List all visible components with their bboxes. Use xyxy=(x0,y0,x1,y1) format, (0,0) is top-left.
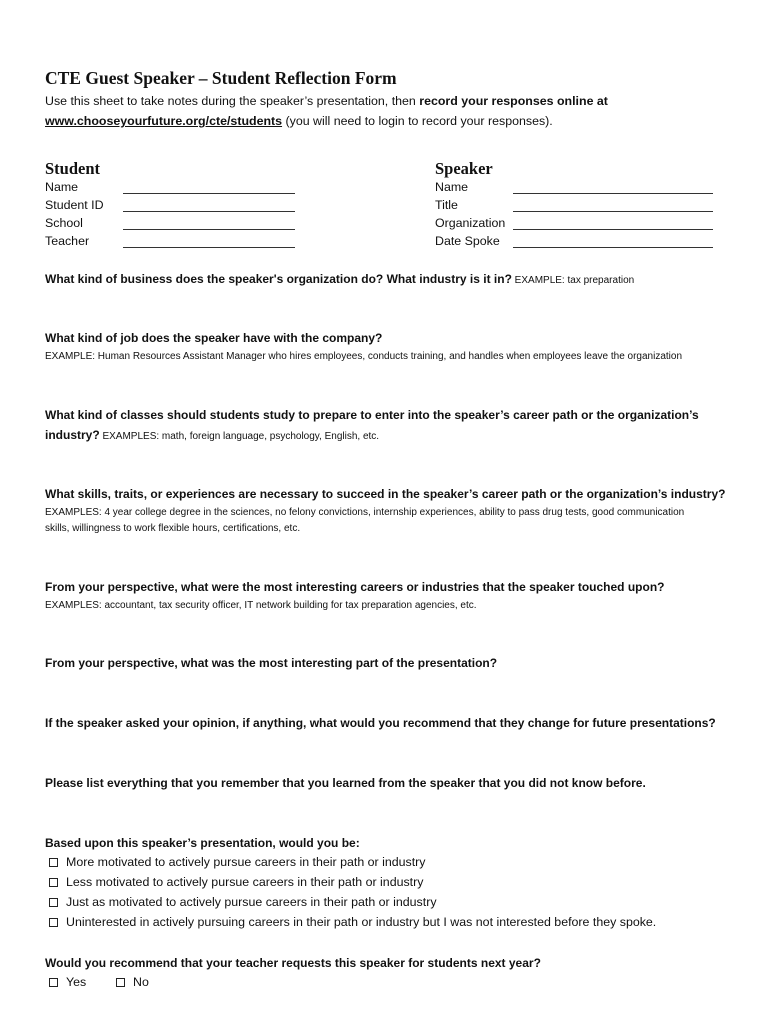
student-school-label: School xyxy=(45,216,83,230)
question-careers: From your perspective, what were the most interesting careers or industries that the speaker touched upon? xyxy=(45,580,665,594)
intro-rest-text: (you will need to login to record your responses). xyxy=(282,114,553,128)
speaker-heading: Speaker xyxy=(435,159,493,178)
speaker-name-label: Name xyxy=(435,180,469,194)
question-classes-line-1: What kind of classes should students study to prepare to enter into the speaker’s career path or the organization’s xyxy=(45,408,699,422)
option-uninterested[interactable] xyxy=(49,915,656,929)
checkbox[interactable] xyxy=(49,898,58,907)
student-teacher-label: Teacher xyxy=(45,234,90,248)
student-teacher-field[interactable] xyxy=(123,247,295,248)
intro-line-2 xyxy=(45,114,553,128)
student-id-field[interactable] xyxy=(123,211,295,212)
question-job: What kind of job does the speaker have with the company? xyxy=(45,331,383,345)
intro-line-1 xyxy=(45,94,608,108)
option-label: Just as motivated to actively pursue careers in their path or industry xyxy=(66,895,437,909)
question-motivation: Based upon this speaker’s presentation, would you be: xyxy=(45,836,360,850)
option-more-motivated[interactable] xyxy=(49,855,426,869)
checkbox[interactable] xyxy=(49,878,58,887)
speaker-date-label: Date Spoke xyxy=(435,234,500,248)
intro-text: Use this sheet to take notes during the speaker’s presentation, then xyxy=(45,94,420,108)
question-classes-line-2 xyxy=(45,428,379,442)
checkbox[interactable] xyxy=(49,858,58,867)
speaker-name-field[interactable] xyxy=(513,193,713,194)
speaker-title-field[interactable] xyxy=(513,211,713,212)
question-business-text: What kind of business does the speaker's organization do? What industry is it in? xyxy=(45,272,512,286)
student-school-field[interactable] xyxy=(123,229,295,230)
question-recommend-change: If the speaker asked your opinion, if anything, what would you recommend that they change for future presentations? xyxy=(45,716,716,730)
intro-bold-text: record your responses online at xyxy=(419,94,608,108)
question-recommend-speaker: Would you recommend that your teacher requests this speaker for students next year? xyxy=(45,956,541,970)
option-no[interactable] xyxy=(116,975,149,989)
question-classes-text: industry? xyxy=(45,428,100,442)
question-skills-example-1: EXAMPLES: 4 year college degree in the sciences, no felony convictions, internship experiences, ability to pass drug tests, good communication xyxy=(45,507,685,518)
student-heading: Student xyxy=(45,159,101,178)
option-yes[interactable] xyxy=(49,975,86,989)
student-name-field[interactable] xyxy=(123,193,295,194)
question-careers-example: EXAMPLES: accountant, tax security officer, IT network building for tax preparation agencies, etc. xyxy=(45,600,477,611)
student-id-label: Student ID xyxy=(45,198,104,212)
question-classes-example: EXAMPLES: math, foreign language, psychology, English, etc. xyxy=(99,431,380,442)
question-skills-example-2: skills, willingness to work flexible hours, certifications, etc. xyxy=(45,523,301,534)
question-business xyxy=(45,272,634,286)
question-job-example: EXAMPLE: Human Resources Assistant Manager who hires employees, conducts training, and handles when employees leave the organization xyxy=(45,351,683,362)
speaker-date-field[interactable] xyxy=(513,247,713,248)
option-label: Less motivated to actively pursue careers in their path or industry xyxy=(66,875,424,889)
student-name-label: Name xyxy=(45,180,79,194)
option-label: Uninterested in actively pursuing careers in their path or industry but I was not interested before they spoke. xyxy=(66,915,657,929)
checkbox[interactable] xyxy=(116,978,125,987)
option-label: No xyxy=(133,975,149,989)
option-label: Yes xyxy=(66,975,87,989)
option-label: More motivated to actively pursue careers in their path or industry xyxy=(66,855,426,869)
checkbox[interactable] xyxy=(49,918,58,927)
question-interesting-part: From your perspective, what was the most interesting part of the presentation? xyxy=(45,656,498,670)
option-less-motivated[interactable] xyxy=(49,875,423,889)
students-link[interactable]: www.chooseyourfuture.org/cte/students xyxy=(45,114,283,128)
speaker-organization-field[interactable] xyxy=(513,229,713,230)
checkbox[interactable] xyxy=(49,978,58,987)
form-title: CTE Guest Speaker – Student Reflection Form xyxy=(45,68,397,88)
question-skills: What skills, traits, or experiences are necessary to succeed in the speaker’s career path or the organization’s industry? xyxy=(45,487,726,501)
question-business-example: EXAMPLE: tax preparation xyxy=(511,275,635,286)
option-just-as-motivated[interactable] xyxy=(49,895,437,909)
question-learned: Please list everything that you remember that you learned from the speaker that you did not know before. xyxy=(45,776,646,790)
speaker-organization-label: Organization xyxy=(435,216,506,230)
speaker-title-label: Title xyxy=(435,198,458,212)
